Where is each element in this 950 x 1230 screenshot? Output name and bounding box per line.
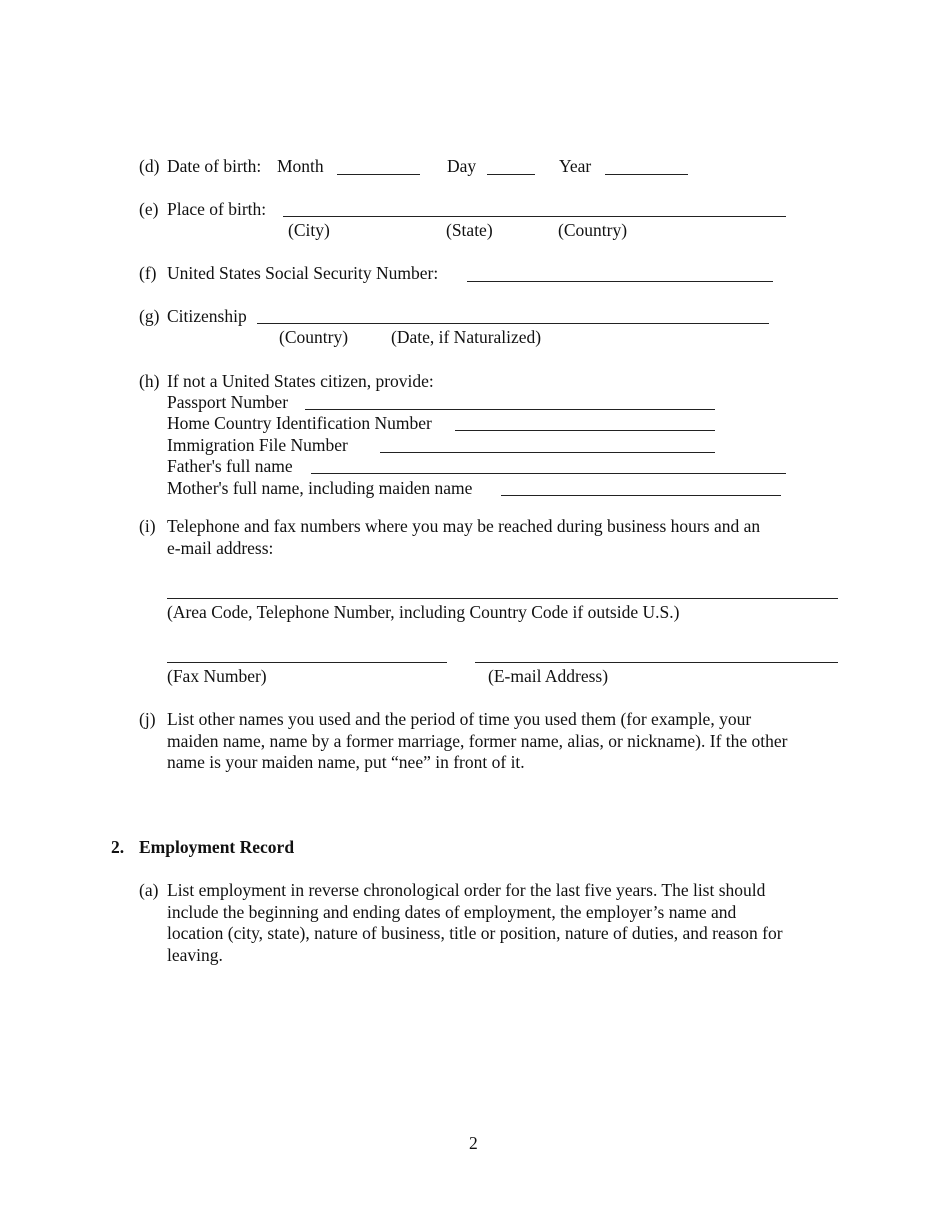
fax-field[interactable]: [167, 662, 447, 663]
page-number: 2: [469, 1133, 478, 1153]
month-label: Month: [277, 156, 324, 176]
item-a-label: (a): [139, 880, 159, 900]
city-caption: (City): [288, 220, 330, 240]
place-of-birth-label: Place of birth:: [167, 199, 267, 219]
mother-name-label: Mother's full name, including maiden name: [167, 478, 473, 498]
home-country-id-label: Home Country Identification Number: [167, 413, 432, 433]
employment-instruction-line-1: List employment in reverse chronological order for the last five years. The list should: [167, 880, 766, 900]
item-i-label: (i): [139, 516, 156, 536]
email-caption: (E-mail Address): [488, 666, 609, 686]
mother-name-field[interactable]: [501, 495, 781, 496]
passport-number-field[interactable]: [305, 409, 715, 410]
ssn-field[interactable]: [467, 281, 773, 282]
employment-instruction-line-4: leaving.: [167, 945, 223, 965]
immigration-file-field[interactable]: [380, 452, 715, 453]
passport-number-label: Passport Number: [167, 392, 289, 412]
other-names-line-3: name is your maiden name, put “nee” in front of it.: [167, 752, 525, 772]
employment-instruction-line-2: include the beginning and ending dates of employment, the employer’s name and: [167, 902, 737, 922]
item-h-label: (h): [139, 371, 160, 391]
immigration-file-label: Immigration File Number: [167, 435, 348, 455]
citizenship-label: Citizenship: [167, 306, 247, 326]
year-label: Year: [559, 156, 592, 176]
item-f-label: (f): [139, 263, 157, 283]
country-caption: (Country): [558, 220, 628, 240]
section-2-title: Employment Record: [139, 837, 295, 857]
email-field[interactable]: [475, 662, 838, 663]
father-name-label: Father's full name: [167, 456, 293, 476]
year-field[interactable]: [605, 174, 688, 175]
citizenship-field[interactable]: [257, 323, 769, 324]
contact-instruction-line-1: Telephone and fax numbers where you may be reached during business hours and an: [167, 516, 761, 536]
non-citizen-intro: If not a United States citizen, provide:: [167, 371, 434, 391]
place-of-birth-field[interactable]: [283, 216, 786, 217]
item-g-label: (g): [139, 306, 160, 326]
section-2-number: 2.: [111, 837, 125, 857]
telephone-field[interactable]: [167, 598, 838, 599]
item-e-label: (e): [139, 199, 159, 219]
state-caption: (State): [446, 220, 493, 240]
day-field[interactable]: [487, 174, 535, 175]
employment-instruction-line-3: location (city, state), nature of business, title or position, nature of duties, and reason for: [167, 923, 783, 943]
day-label: Day: [447, 156, 477, 176]
contact-instruction-line-2: e-mail address:: [167, 538, 274, 558]
month-field[interactable]: [337, 174, 420, 175]
other-names-line-2: maiden name, name by a former marriage, former name, alias, or nickname). If the other: [167, 731, 788, 751]
item-d-label: (d): [139, 156, 160, 176]
other-names-line-1: List other names you used and the period of time you used them (for example, your: [167, 709, 752, 729]
citizenship-country-caption: (Country): [279, 327, 349, 347]
naturalized-date-caption: (Date, if Naturalized): [391, 327, 542, 347]
fax-caption: (Fax Number): [167, 666, 267, 686]
home-country-id-field[interactable]: [455, 430, 715, 431]
item-j-label: (j): [139, 709, 156, 729]
ssn-label: United States Social Security Number:: [167, 263, 439, 283]
father-name-field[interactable]: [311, 473, 786, 474]
date-of-birth-label: Date of birth:: [167, 156, 262, 176]
telephone-caption: (Area Code, Telephone Number, including Country Code if outside U.S.): [167, 602, 680, 622]
